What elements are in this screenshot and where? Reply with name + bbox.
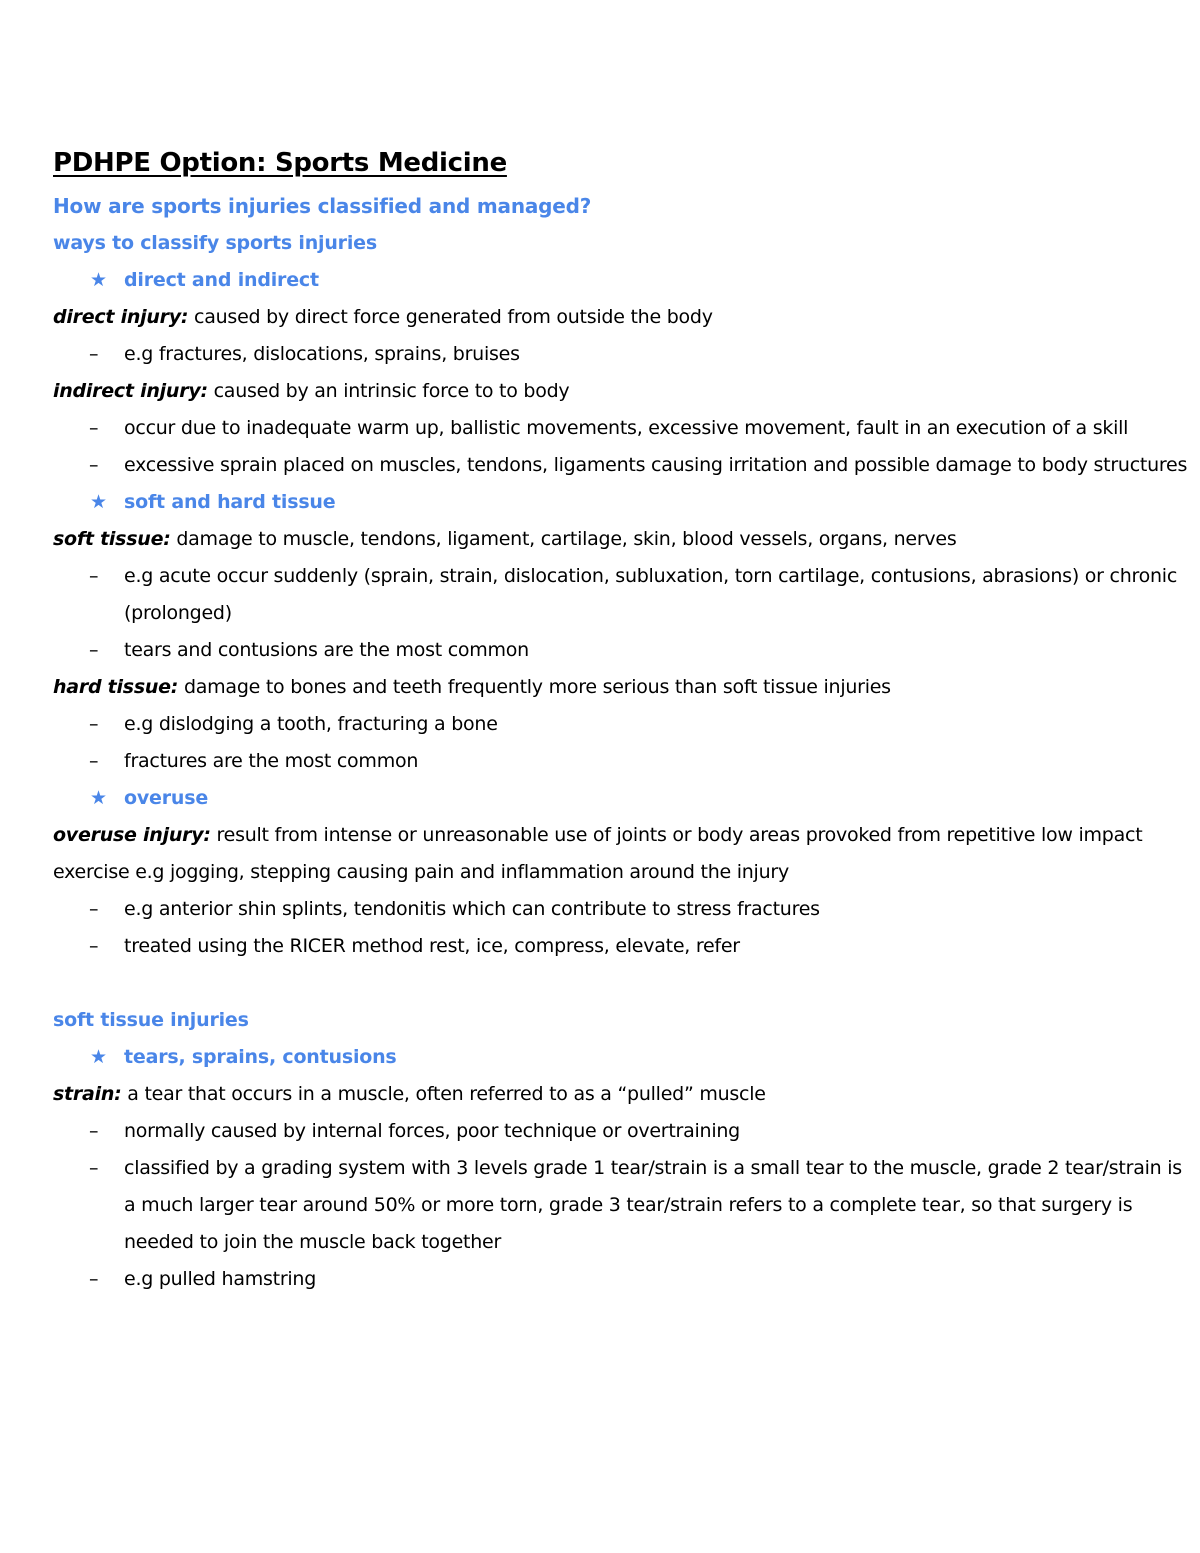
- list-item-text: occur due to inadequate warm up, ballistic movements, excessive movement, fault in an execution of a skill: [124, 417, 1129, 439]
- category-label: overuse: [124, 787, 209, 809]
- star-icon: ★: [90, 491, 107, 513]
- category-soft-hard: [53, 484, 1188, 521]
- list-item: [53, 336, 1188, 373]
- list-item: [53, 632, 1188, 669]
- category-direct-indirect: [53, 262, 1188, 299]
- definition-text: damage to muscle, tendons, ligament, cartilage, skin, blood vessels, organs, nerves: [170, 528, 957, 550]
- list-item-text: e.g acute occur suddenly (sprain, strain, dislocation, subluxation, torn cartilage, contusions, abrasions) or chronic (prolonged): [124, 565, 1178, 624]
- section-question: How are sports injuries classified and managed?: [53, 194, 592, 218]
- term: direct injury:: [53, 306, 189, 328]
- list-item-text: e.g pulled hamstring: [124, 1268, 317, 1290]
- list-item: [53, 410, 1188, 447]
- definition-text: damage to bones and teeth frequently more serious than soft tissue injuries: [178, 676, 891, 698]
- list-item: [53, 1113, 1188, 1150]
- term: soft tissue:: [53, 528, 171, 550]
- list-item-text: e.g dislodging a tooth, fracturing a bone: [124, 713, 498, 735]
- dash-bullet: –: [89, 1120, 99, 1142]
- definition-text: result from intense or unreasonable use of joints or body areas provoked from repetitive low impact exercise e.g jogging, stepping causing pain and inflammation around the injury: [53, 824, 1143, 883]
- category-overuse: [53, 780, 1188, 817]
- list-item: [53, 447, 1188, 484]
- spacer: [53, 965, 1188, 1002]
- list-item: [53, 891, 1188, 928]
- dash-bullet: –: [89, 417, 99, 439]
- list-item: [53, 558, 1188, 632]
- dash-bullet: –: [89, 639, 99, 661]
- list-item-text: e.g fractures, dislocations, sprains, bruises: [124, 343, 520, 365]
- list-item-text: e.g anterior shin splints, tendonitis which can contribute to stress fractures: [124, 898, 820, 920]
- dash-bullet: –: [89, 1157, 99, 1179]
- definition-text: a tear that occurs in a muscle, often referred to as a “pulled” muscle: [121, 1083, 766, 1105]
- definition-overuse: [53, 817, 1188, 891]
- dash-bullet: –: [89, 1268, 99, 1290]
- section-heading-soft-tissue: soft tissue injuries: [53, 1009, 249, 1031]
- definition-hard-tissue: [53, 669, 1188, 706]
- category-label: soft and hard tissue: [124, 491, 336, 513]
- definition-soft-tissue: [53, 521, 1188, 558]
- list-item: [53, 706, 1188, 743]
- list-item: [53, 1261, 1188, 1298]
- term: overuse injury:: [53, 824, 211, 846]
- definition-strain: [53, 1076, 1188, 1113]
- term: indirect injury:: [53, 380, 208, 402]
- list-item-text: classified by a grading system with 3 levels grade 1 tear/strain is a small tear to the muscle, grade 2 tear/strain is a much larger tear around 50% or more torn, grade 3 tear/strain refers to a complete tear, so that surgery is needed to join the muscle back together: [124, 1157, 1182, 1253]
- dash-bullet: –: [89, 713, 99, 735]
- category-label: direct and indirect: [124, 269, 319, 291]
- definition-text: caused by direct force generated from outside the body: [188, 306, 713, 328]
- category-label: tears, sprains, contusions: [124, 1046, 397, 1068]
- definition-indirect: [53, 373, 1188, 410]
- category-tears: [53, 1039, 1188, 1076]
- list-item-text: treated using the RICER method rest, ice, compress, elevate, refer: [124, 935, 740, 957]
- definition-text: caused by an intrinsic force to to body: [207, 380, 570, 402]
- section-heading-classify: ways to classify sports injuries: [53, 232, 377, 254]
- dash-bullet: –: [89, 935, 99, 957]
- definition-direct: [53, 299, 1188, 336]
- list-item-text: fractures are the most common: [124, 750, 419, 772]
- dash-bullet: –: [89, 565, 99, 587]
- dash-bullet: –: [89, 898, 99, 920]
- list-item-text: normally caused by internal forces, poor technique or overtraining: [124, 1120, 740, 1142]
- page-title: PDHPE Option: Sports Medicine: [53, 148, 507, 178]
- term: strain:: [53, 1083, 122, 1105]
- document-page: [53, 143, 1188, 1298]
- list-item-text: tears and contusions are the most common: [124, 639, 529, 661]
- star-icon: ★: [90, 269, 107, 291]
- star-icon: ★: [90, 1046, 107, 1068]
- list-item: [53, 928, 1188, 965]
- list-item-text: excessive sprain placed on muscles, tendons, ligaments causing irritation and possible damage to body structures: [124, 454, 1188, 476]
- dash-bullet: –: [89, 454, 99, 476]
- list-item: [53, 1150, 1188, 1261]
- star-icon: ★: [90, 787, 107, 809]
- dash-bullet: –: [89, 750, 99, 772]
- list-item: [53, 743, 1188, 780]
- term: hard tissue:: [53, 676, 179, 698]
- dash-bullet: –: [89, 343, 99, 365]
